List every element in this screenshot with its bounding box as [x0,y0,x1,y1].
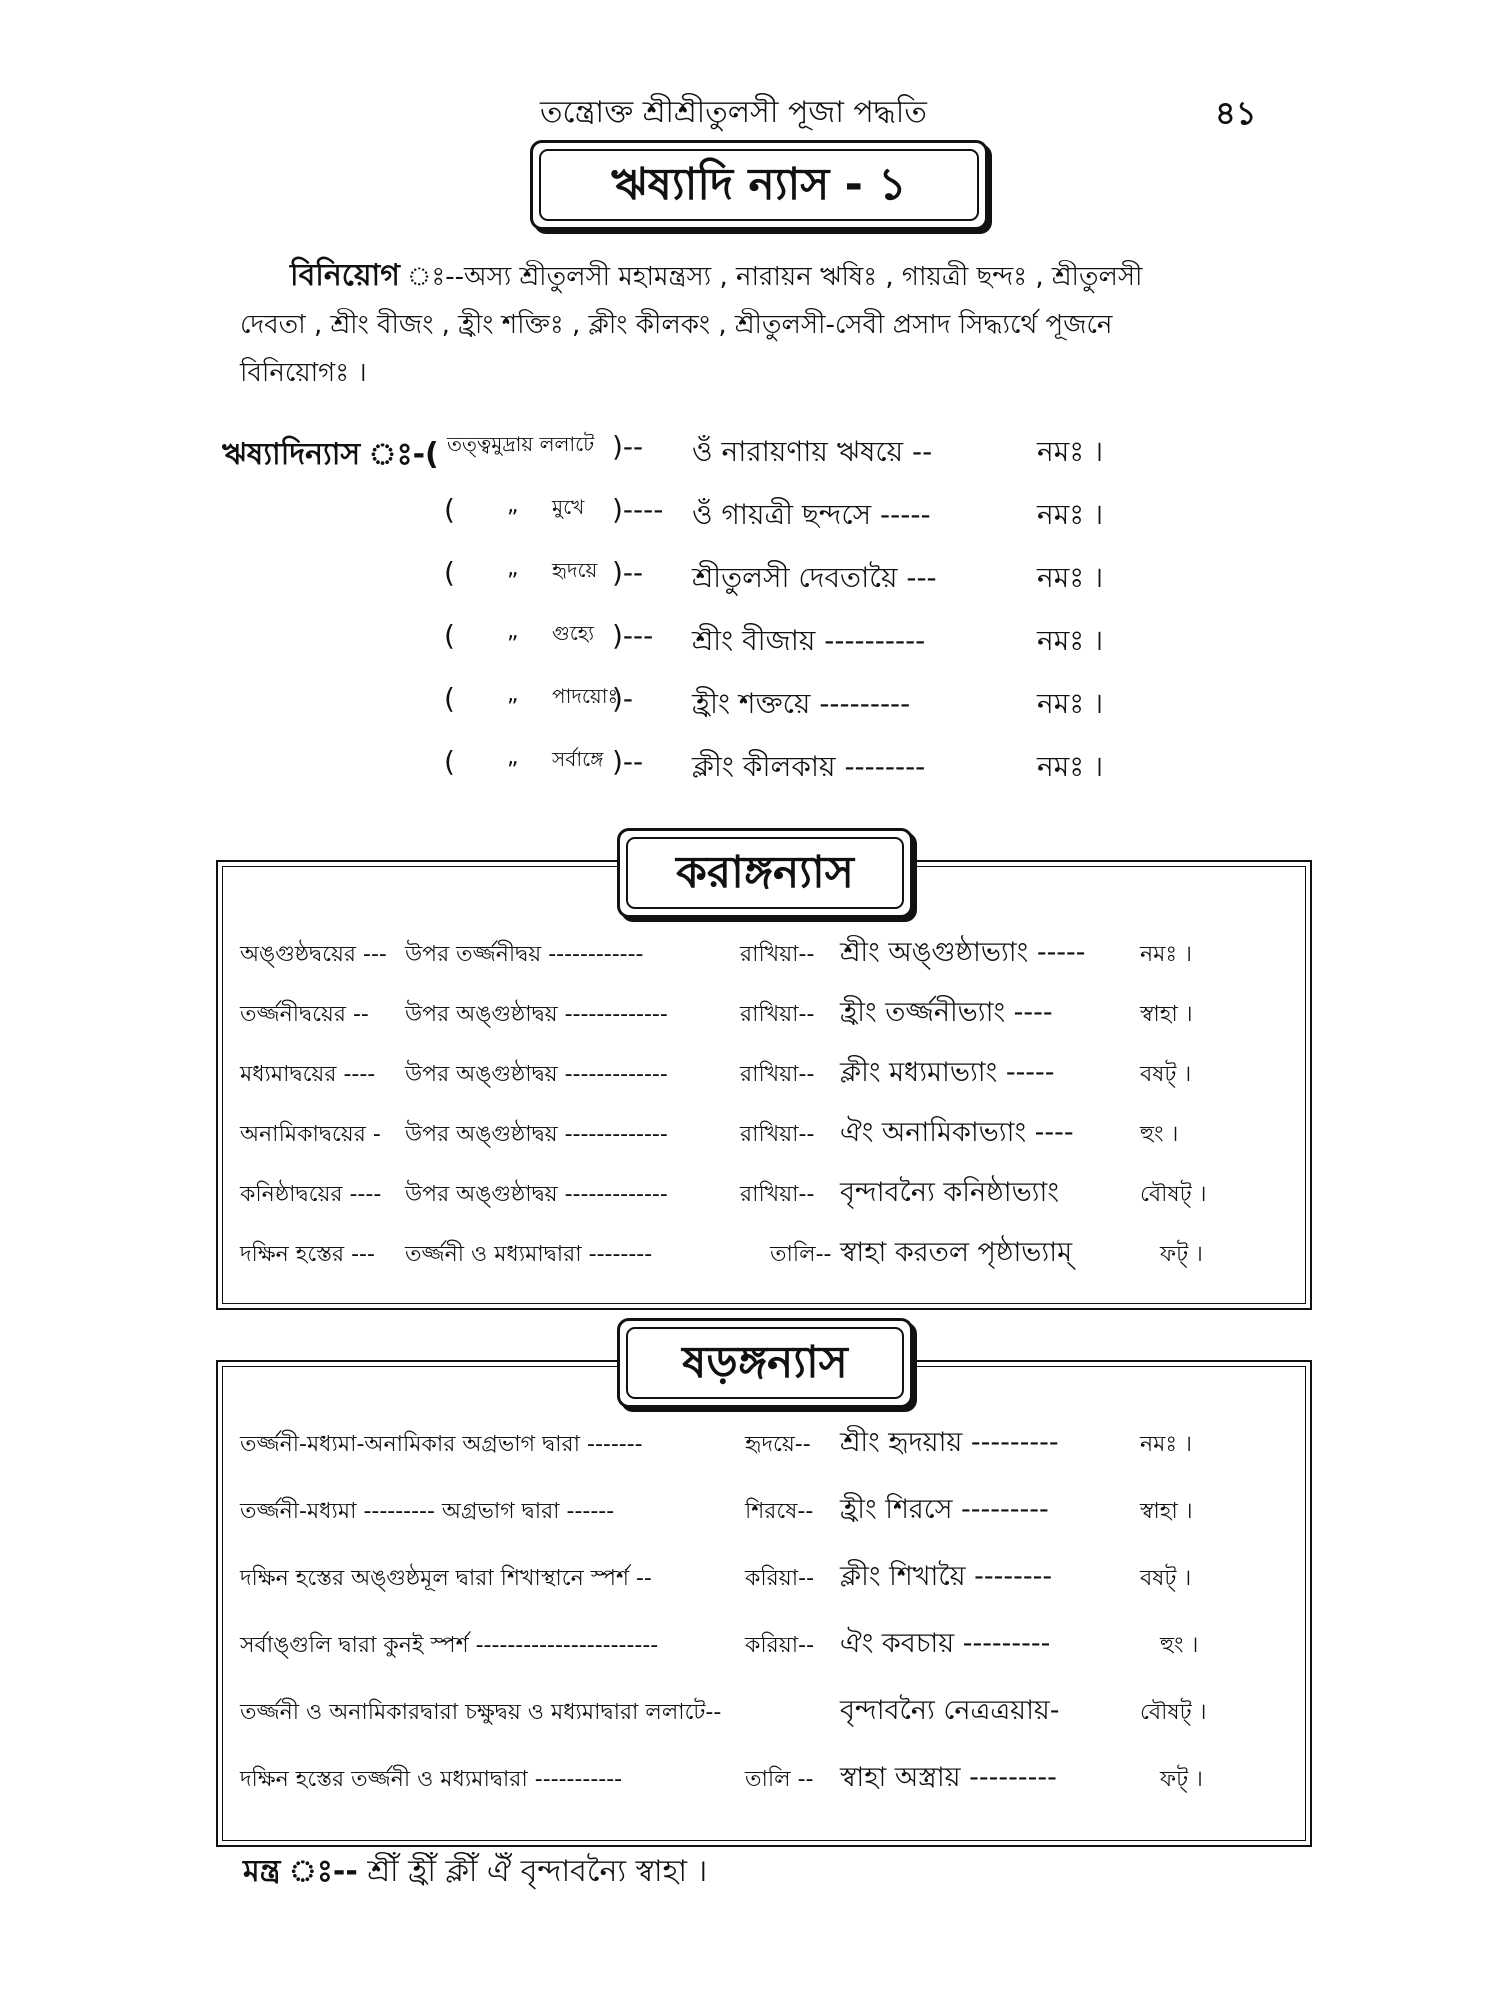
rishyadi-place: হৃদয়ে [552,558,598,582]
rishyadi-row [222,682,1222,745]
rishyadi-row [222,556,1222,619]
section-title-shadanga [617,1318,913,1408]
rishyadi-close: )-- [612,430,644,463]
karanga-finger: মধ্যমাদ্বয়ের ---- [240,1062,376,1087]
karanga-end: হুং । [1140,1122,1179,1147]
rishyadi-close: )-- [612,556,644,589]
rishyadi-end: নমঃ । [1037,498,1104,531]
rishyadi-mantra: ক্লীং কীলকায় -------- [692,750,926,783]
karanga-row [240,1237,1270,1297]
rishyadi-end: নমঃ । [1037,750,1104,783]
rishyadi-mantra: হ্রীং শক্তয়ে --------- [692,687,911,720]
shadanga-mantra: ক্লীং শিখায়ৈ -------- [840,1561,1053,1592]
rishyadi-close: )---- [612,493,664,526]
karanga-action: রাখিয়া-- [740,1122,815,1147]
rishyadi-place: তত্ত্বমুদ্রায় ললাটে [447,432,595,456]
karanga-finger: তর্জ্জনীদ্বয়ের -- [240,1002,369,1027]
karanga-action: রাখিয়া-- [740,1182,815,1207]
karanga-action: রাখিয়া-- [740,1002,815,1027]
karanga-mantra: হ্রীং তর্জ্জনীভ্যাং ---- [840,997,1053,1028]
rishyadi-nyasa-list [222,430,1222,808]
closing-mantra-text: শ্রীঁ হ্রীঁ ক্লীঁ ঐঁ বৃন্দাবন্যৈ স্বাহা । [367,1854,708,1889]
rishyadi-place: মুখে [552,495,585,519]
rishyadi-row [222,745,1222,808]
rishyadi-mantra: ওঁ গায়ত্রী ছন্দসে ----- [692,498,931,531]
karanga-mantra: ক্লীং মধ্যমাভ্যাং ----- [840,1057,1055,1088]
shadanga-action: করিয়া-- [745,1633,815,1658]
section-title-rishyadi-text: ঋষ্যাদি ন্যাস - ১ [539,149,979,221]
shadanga-mantra: হ্রীং শিরসে --------- [840,1494,1049,1525]
shadanga-end: স্বাহা । [1140,1499,1193,1524]
rishyadi-row [222,430,1222,493]
page-number: ৪১ [1215,94,1257,132]
karanga-rows [240,937,1270,1297]
shadanga-mantra: স্বাহা অস্ত্রায় --------- [840,1762,1057,1793]
karanga-over: উপর অঙ্গুষ্ঠাদ্বয় ------------- [405,1182,668,1207]
rishyadi-end: নমঃ । [1037,687,1104,720]
karanga-finger: দক্ষিন হস্তের --- [240,1242,375,1267]
shadanga-end: হুং । [1160,1633,1199,1658]
shadanga-instruction: দক্ষিন হস্তের তর্জ্জনী ও মধ্যমাদ্বারা ----------- [240,1767,623,1792]
shadanga-row [240,1695,1270,1762]
rishyadi-row [222,619,1222,682]
rishyadi-open: ( [444,745,455,778]
karanga-finger: অনামিকাদ্বয়ের - [240,1122,381,1147]
shadanga-action: হৃদয়ে-- [745,1432,811,1457]
shadanga-row [240,1762,1270,1829]
section-title-karanga-text: করাঙ্গন্যাস [626,837,904,909]
karanga-row [240,1117,1270,1177]
rishyadi-ditto: „ [507,619,519,644]
rishyadi-place: পাদয়োঃ [552,684,619,708]
shadanga-end: বষট্ । [1140,1566,1192,1591]
karanga-end: স্বাহা । [1140,1002,1193,1027]
karanga-action: রাখিয়া-- [740,1062,815,1087]
shadanga-instruction: দক্ষিন হস্তের অঙ্গুষ্ঠমূল দ্বারা শিখাস্থানে স্পর্শ -- [240,1566,652,1591]
rishyadi-open: ( [444,619,455,652]
shadanga-instruction: তর্জ্জনী-মধ্যমা-অনামিকার অগ্রভাগ দ্বারা ------- [240,1432,643,1457]
viniyog-label: বিনিয়োগ [290,258,400,293]
karanga-mantra: বৃন্দাবন্যৈ কনিষ্ঠাভ্যাং [840,1177,1059,1208]
rishyadi-ditto: „ [507,493,519,518]
karanga-row [240,1057,1270,1117]
rishyadi-end: নমঃ । [1037,561,1104,594]
rishyadi-close: )--- [612,619,654,652]
karanga-panel [216,860,1312,1310]
shadanga-action: করিয়া-- [745,1566,815,1591]
rishyadi-mantra: শ্রীতুলসী দেবতায়ৈ --- [692,561,937,594]
running-header [0,88,1500,132]
karanga-over: তর্জ্জনী ও মধ্যমাদ্বারা -------- [405,1242,653,1267]
rishyadi-open: ( [444,493,455,526]
rishyadi-close: )-- [612,745,644,778]
karanga-finger: অঙ্গুষ্ঠদ্বয়ের --- [240,942,387,967]
viniyog-line-2: দেবতা , শ্রীং বীজং , হ্রীং শক্তিঃ , ক্লীং কীলকং , শ্রীতুলসী-সেবী প্রসাদ সিদ্ধ্যর্থে পূজনে [240,310,1113,340]
shadanga-action: তালি -- [745,1767,814,1792]
karanga-end: বষট্ । [1140,1062,1192,1087]
shadanga-mantra: শ্রীং হৃদয়ায় --------- [840,1427,1059,1458]
karanga-end: বৌষট্ । [1140,1182,1207,1207]
viniyog-line-1-text: ঃ--অস্য শ্রীতুলসী মহামন্ত্রস্য , নারায়ন ঋষিঃ , গায়ত্রী ছন্দঃ , শ্রীতুলসী [445,262,1143,292]
karanga-over: উপর অঙ্গুষ্ঠাদ্বয় ------------- [405,1122,668,1147]
shadanga-rows [240,1427,1270,1829]
karanga-row [240,1177,1270,1237]
shadanga-row [240,1494,1270,1561]
karanga-mantra: ঐং অনামিকাভ্যাং ---- [840,1117,1074,1148]
karanga-row [240,997,1270,1057]
shadanga-end: ফট্ । [1160,1767,1203,1792]
rishyadi-ditto: „ [507,682,519,707]
rishyadi-mantra: শ্রীং বীজায় ---------- [692,624,926,657]
rishyadi-row [222,493,1222,556]
karanga-row [240,937,1270,997]
shadanga-instruction: তর্জ্জনী-মধ্যমা --------- অগ্রভাগ দ্বারা ------ [240,1499,615,1524]
karanga-over: উপর তর্জ্জনীদ্বয় ------------ [405,942,644,967]
shadanga-action: শিরষে-- [745,1499,814,1524]
rishyadi-place: গুহ্যে [552,621,595,645]
shadanga-mantra: ঐং কবচায় --------- [840,1628,1051,1659]
section-title-karanga [617,828,913,918]
shadanga-instruction: সর্বাঙ্গুলি দ্বারা কুনই স্পর্শ ----------------------- [240,1633,659,1658]
closing-mantra [243,1847,707,1898]
rishyadi-heading: ঋষ্যাদিন্যাস ঃ-( [222,437,439,472]
shadanga-row [240,1427,1270,1494]
karanga-mantra: শ্রীং অঙ্গুষ্ঠাভ্যাং ----- [840,937,1086,968]
shadanga-row [240,1628,1270,1695]
karanga-finger: কনিষ্ঠাদ্বয়ের ---- [240,1182,382,1207]
rishyadi-ditto: „ [507,745,519,770]
shadanga-end: বৌষট্ । [1140,1700,1207,1725]
shadanga-row [240,1561,1270,1628]
viniyog-paragraph [240,252,1300,397]
karanga-over: উপর অঙ্গুষ্ঠাদ্বয় ------------- [405,1062,668,1087]
rishyadi-end: নমঃ । [1037,624,1104,657]
section-title-rishyadi [530,140,988,230]
rishyadi-mantra: ওঁ নারায়ণায় ঋষয়ে -- [692,435,933,468]
karanga-action: তালি-- [770,1242,832,1267]
shadanga-end: নমঃ । [1140,1432,1192,1457]
karanga-over: উপর অঙ্গুষ্ঠাদ্বয় ------------- [405,1002,668,1027]
running-title: তন্ত্রোক্ত শ্রীশ্রীতুলসী পূজা পদ্ধতি [540,95,927,130]
viniyog-line-3: বিনিয়োগঃ । [240,358,367,388]
shadanga-mantra: বৃন্দাবন্যৈ নেত্রত্রয়ায়- [840,1695,1060,1726]
closing-mantra-label: মন্ত্র ঃ-- [243,1854,358,1889]
rishyadi-open: ( [444,682,455,715]
rishyadi-place: সর্বাঙ্গে [552,747,604,771]
rishyadi-open: ( [444,556,455,589]
rishyadi-end: নমঃ । [1037,435,1104,468]
karanga-mantra: স্বাহা করতল পৃষ্ঠাভ্যাম্ [840,1237,1073,1268]
karanga-end: নমঃ । [1140,942,1192,967]
shadanga-instruction: তর্জ্জনী ও অনামিকারদ্বারা চক্ষুদ্বয় ও মধ্যমাদ্বারা ললাটে-- [240,1700,722,1725]
viniyog-line-1 [240,252,1300,301]
section-title-shadanga-text: ষড়ঙ্গন্যাস [626,1327,904,1399]
karanga-end: ফট্ । [1160,1242,1203,1267]
karanga-action: রাখিয়া-- [740,942,815,967]
rishyadi-ditto: „ [507,556,519,581]
rishyadi-close: )- [612,682,634,715]
shadanga-panel [216,1360,1312,1847]
